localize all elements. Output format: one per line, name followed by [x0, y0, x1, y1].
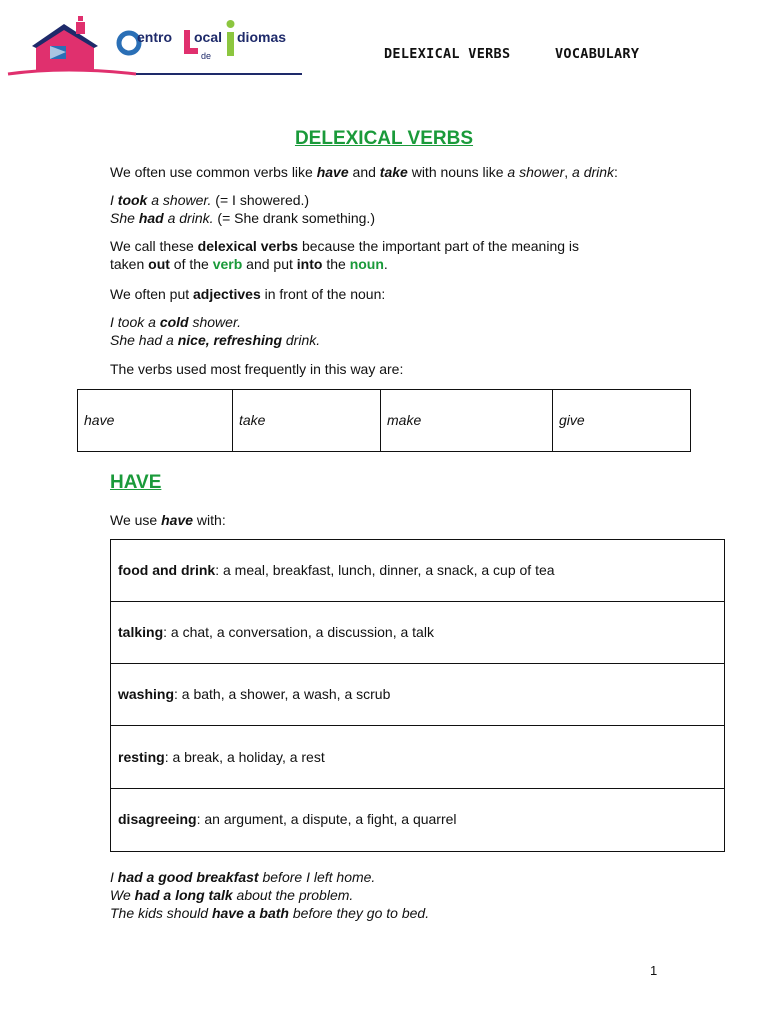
page-number: 1: [650, 963, 658, 978]
intro-line-2: We call these delexical verbs because the important part of the meaning is: [110, 238, 580, 254]
verb-cell: take: [233, 390, 381, 451]
table-row: resting: a break, a holiday, a rest: [111, 727, 724, 789]
intro-line-3: taken out of the verb and put into the noun.: [110, 256, 388, 272]
logo-diomas: diomas: [237, 29, 287, 45]
intro-line-5: The verbs used most frequently in this way are:: [110, 361, 404, 377]
header-category: VOCABULARY: [555, 46, 640, 62]
page-title: DELEXICAL VERBS: [294, 128, 474, 149]
example-cold-shower: I took a cold shower.: [110, 314, 241, 330]
table-row: washing: a bath, a shower, a wash, a scrub: [111, 664, 724, 726]
verb-cell: give: [559, 412, 585, 428]
verb-cell: have: [78, 390, 233, 451]
have-collocations-table: [110, 539, 725, 852]
intro-line-4: We often put adjectives in front of the noun:: [110, 286, 386, 302]
section-title-have: HAVE: [110, 472, 162, 493]
header-topic: DELEXICAL VERBS: [384, 46, 511, 62]
table-row: talking: a chat, a conversation, a discussion, a talk: [111, 602, 724, 664]
have-example-2: We had a long talk about the problem.: [110, 887, 354, 903]
have-intro: We use have with:: [110, 512, 226, 528]
verb-cell: make: [381, 390, 553, 451]
table-row: food and drink: a meal, breakfast, lunch, dinner, a snack, a cup of tea: [111, 540, 724, 602]
house-logo-icon: [6, 14, 304, 80]
table-row: disagreeing: an argument, a dispute, a fight, a quarrel: [118, 811, 457, 827]
example-had-drink: She had a drink. (= She drank something.): [110, 210, 375, 226]
logo-entro: entro: [137, 29, 172, 45]
logo-de: de: [201, 51, 212, 61]
example-refreshing-drink: She had a nice, refreshing drink.: [110, 332, 321, 348]
verbs-table: [77, 389, 691, 452]
have-example-1: I had a good breakfast before I left home.: [110, 869, 376, 885]
logo: [6, 14, 304, 80]
logo-ocal: ocal: [194, 29, 223, 45]
example-took-shower: I took a shower. (= I showered.): [110, 192, 310, 208]
have-example-3: The kids should have a bath before they go to bed.: [110, 905, 430, 921]
intro-line-1: We often use common verbs like have and take with nouns like a shower, a drink:: [110, 164, 618, 180]
